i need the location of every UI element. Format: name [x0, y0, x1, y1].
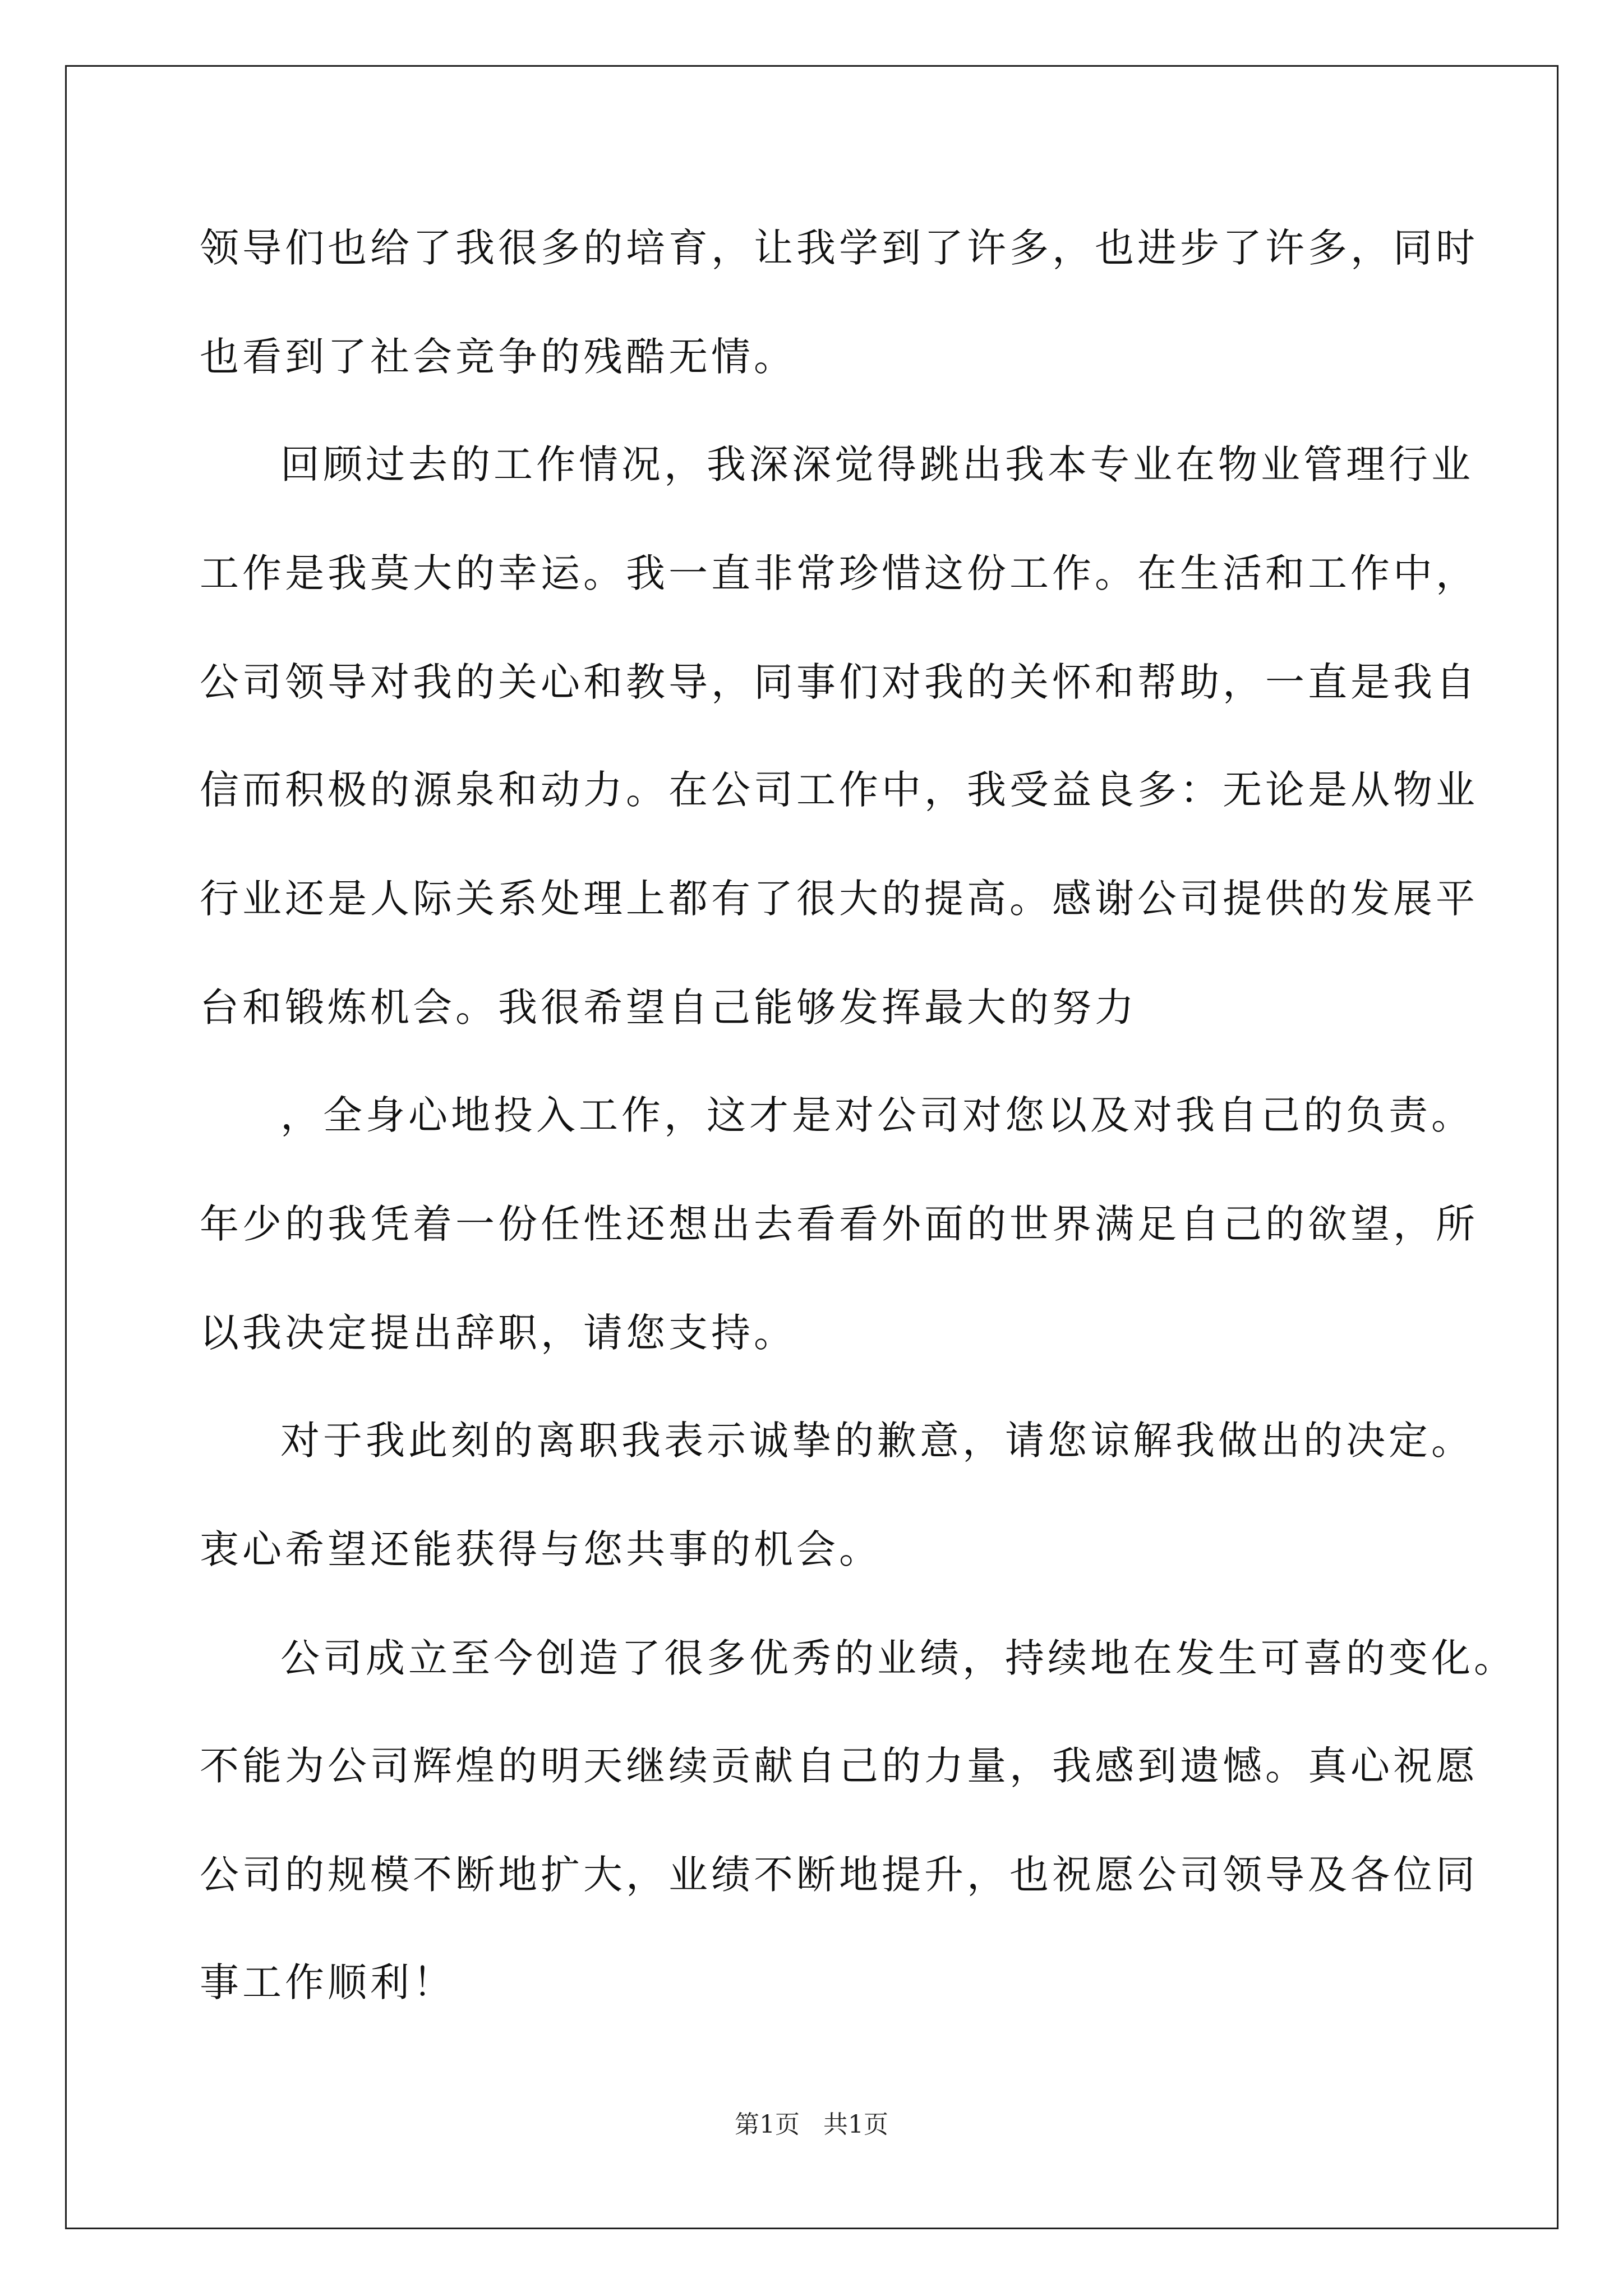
text-line: 衷心希望还能获得与您共事的机会。: [200, 1526, 882, 1572]
text-line: 领导们也给了我很多的培育，让我学到了许多，也进步了许多，同时: [200, 225, 1478, 271]
text-line: 也看到了社会竞争的残酷无情。: [200, 334, 796, 380]
text-line: 公司成立至今创造了很多优秀的业绩，持续地在发生可喜的变化。: [280, 1635, 1516, 1681]
page-number: 第1页: [735, 2110, 800, 2139]
page-footer: [0, 2109, 1623, 2141]
text-line: 回顾过去的工作情况，我深深觉得跳出我本专业在物业管理行业: [280, 441, 1474, 487]
text-line: 台和锻炼机会。我很希望自己能够发挥最大的努力: [200, 984, 1137, 1030]
text-line: 工作是我莫大的幸运。我一直非常珍惜这份工作。在生活和工作中，: [200, 550, 1478, 596]
text-line: 以我决定提出辞职，请您支持。: [200, 1310, 796, 1356]
page-border: [65, 65, 1559, 2229]
page-total: 共1页: [823, 2110, 888, 2139]
text-line: 事工作顺利！: [200, 1959, 455, 2005]
text-line: 年少的我凭着一份任性还想出去看看外面的世界满足自己的欲望，所: [200, 1201, 1478, 1247]
text-line: 信而积极的源泉和动力。在公司工作中，我受益良多：无论是从物业: [200, 767, 1478, 813]
text-line: 公司领导对我的关心和教导，同事们对我的关怀和帮助，一直是我自: [200, 659, 1478, 705]
text-line: 公司的规模不断地扩大，业绩不断地提升，也祝愿公司领导及各位同: [200, 1852, 1478, 1898]
text-line: 对于我此刻的离职我表示诚挚的歉意，请您谅解我做出的决定。: [280, 1418, 1474, 1464]
text-line: ，全身心地投入工作，这才是对公司对您以及对我自己的负责。: [280, 1092, 1474, 1138]
text-line: 行业还是人际关系处理上都有了很大的提高。感谢公司提供的发展平: [200, 876, 1478, 922]
text-line: 不能为公司辉煌的明天继续贡献自己的力量，我感到遗憾。真心祝愿: [200, 1743, 1478, 1789]
